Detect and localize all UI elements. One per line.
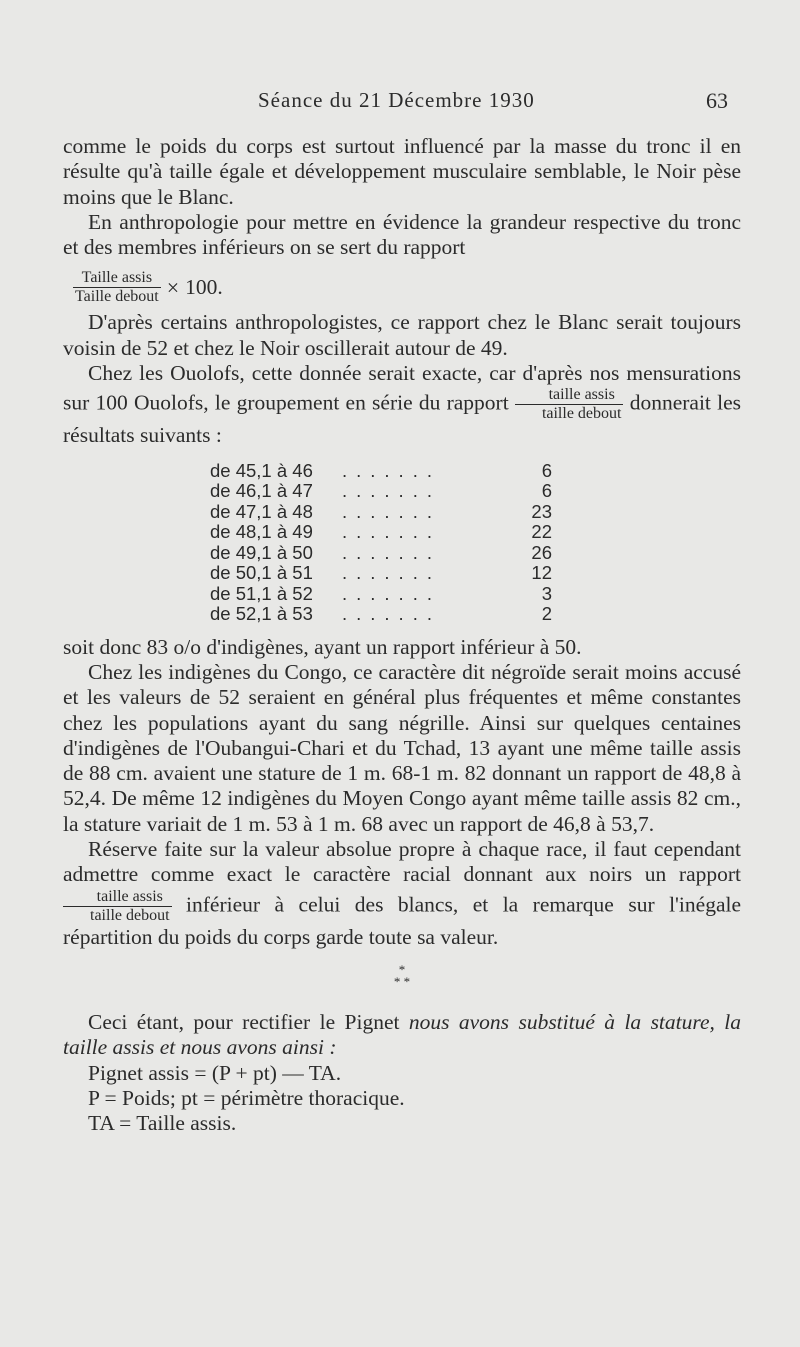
series-row — [210, 461, 552, 482]
paragraph-8 — [63, 1010, 741, 1061]
paragraph-1: comme le poids du corps est surtout influencé par la masse du tronc il en résulte qu'à taille égale et développement musculaire semblable, le Noir pèse moins que le Blanc. — [63, 134, 741, 209]
series-range: de 47,1 à 48 — [210, 500, 313, 522]
fraction-denominator: Taille debout — [75, 287, 159, 305]
fraction-denominator: taille debout — [541, 405, 622, 423]
series-row — [210, 604, 552, 625]
paragraph-4-end: donnerait les résultats suivants : — [63, 390, 742, 448]
series-count: 26 — [531, 541, 552, 563]
page-header — [0, 88, 800, 118]
series-count: 6 — [541, 480, 552, 502]
paragraph-7-end: inférieur à celui des blancs, et la remarque sur l'inégale répartition du poids du corps garde toute sa valeur. — [63, 892, 742, 949]
series-leader-dots: ....... — [342, 562, 441, 584]
series-count: 3 — [541, 582, 552, 604]
separator-bottom: * * — [393, 973, 411, 989]
paragraph-5: soit donc 83 o/o d'indigènes, ayant un rapport inférieur à 50. — [63, 634, 582, 659]
series-range: de 50,1 à 51 — [210, 562, 313, 584]
series-leader-dots: ....... — [342, 521, 441, 543]
series-row — [210, 481, 552, 502]
formula-line: TA = Taille assis. — [88, 1111, 237, 1136]
series-count: 23 — [531, 500, 552, 522]
times-sign: × — [166, 274, 180, 300]
series-row — [210, 543, 552, 564]
series-count: 2 — [541, 603, 552, 625]
paragraph-7-start: Réserve faite sur la valeur absolue propre à chaque race, il faut cependant admettre comme exact le caractère racial donnant aux noirs un rapport — [63, 837, 741, 887]
series-leader-dots: ....... — [342, 582, 441, 604]
series-range: de 48,1 à 49 — [210, 521, 313, 543]
series-range: de 46,1 à 47 — [210, 480, 313, 502]
series-leader-dots: ....... — [342, 480, 441, 502]
ratio-formula — [73, 264, 741, 310]
series-row — [210, 563, 552, 584]
ratio-fraction — [73, 269, 161, 306]
paragraph-2: En anthropologie pour mettre en évidence la grandeur respective du tronc et des membres inférieurs on se sert du rapport — [63, 209, 741, 260]
separator-top: * — [398, 961, 406, 977]
fraction-denominator: taille debout — [90, 906, 170, 924]
formula-line: P = Poids; pt = périmètre thoracique. — [88, 1085, 405, 1110]
paragraph-3: D'après certains anthropologistes, ce rapport chez le Blanc serait toujours voisin de 52 et chez le Noir oscillerait autour de 49. — [63, 310, 741, 360]
series-leader-dots: ....... — [342, 541, 441, 563]
page-number: 63 — [706, 88, 728, 113]
series-range: de 45,1 à 46 — [210, 459, 313, 481]
series-leader-dots: ....... — [342, 459, 441, 481]
ratio-multiplier: 100. — [185, 274, 223, 299]
series-row — [210, 522, 552, 543]
paragraph-6: Chez les indigènes du Congo, ce caractère dit négroïde serait moins accusé et les valeurs de 52 seraient en général plus fréquentes et même constantes chez les populations ayant du sang négrille. Ainsi sur quelques centaines d'indigènes de l'Oubangui-Chari et du Tchad, 13 ayant une même taille assis de 88 cm. avaient une stature de 1 m. 68-1 m. 82 donnant un rapport de 48,8 à 52,4. De même 12 indigènes du Moyen Congo ayant même taille assis 82 cm., la stature variait de 1 m. 53 à 1 m. 68 avec un rapport de 46,8 à 53,7. — [63, 659, 741, 836]
series-range: de 51,1 à 52 — [210, 582, 313, 604]
paragraph-8-start: Ceci étant, pour rectifier le Pignet — [88, 1009, 400, 1034]
series-row — [210, 584, 552, 605]
series-table — [210, 461, 552, 625]
series-row — [210, 502, 552, 523]
pignet-formula — [63, 1061, 741, 1137]
series-leader-dots: ....... — [342, 603, 441, 625]
formula-line: Pignet assis = (P + pt) — TA. — [88, 1060, 342, 1085]
fraction-numerator: taille assis — [63, 888, 172, 907]
fraction-numerator: taille assis — [515, 386, 624, 405]
series-leader-dots: ....... — [342, 500, 441, 522]
series-range: de 52,1 à 53 — [210, 603, 313, 625]
inline-fraction — [63, 888, 172, 925]
series-range: de 49,1 à 50 — [210, 541, 313, 563]
series-count: 22 — [531, 521, 552, 543]
body-text — [63, 134, 741, 1136]
paragraph-4 — [63, 361, 741, 449]
inline-fraction — [515, 386, 624, 423]
section-separator — [63, 961, 741, 989]
running-title: Séance du 21 Décembre 1930 — [258, 88, 535, 112]
paragraph-8-italic: nous avons substitué à la stature, la taille assis et nous avons ainsi : — [63, 1009, 741, 1060]
fraction-numerator: Taille assis — [73, 269, 161, 288]
series-count: 6 — [541, 459, 552, 481]
paragraph-4-start: Chez les Ouolofs, cette donnée serait exacte, car d'après nos mensurations sur 100 Ouolofs, le groupement en série du rapport — [63, 361, 741, 415]
series-count: 12 — [531, 562, 552, 584]
paragraph-7 — [63, 837, 741, 950]
